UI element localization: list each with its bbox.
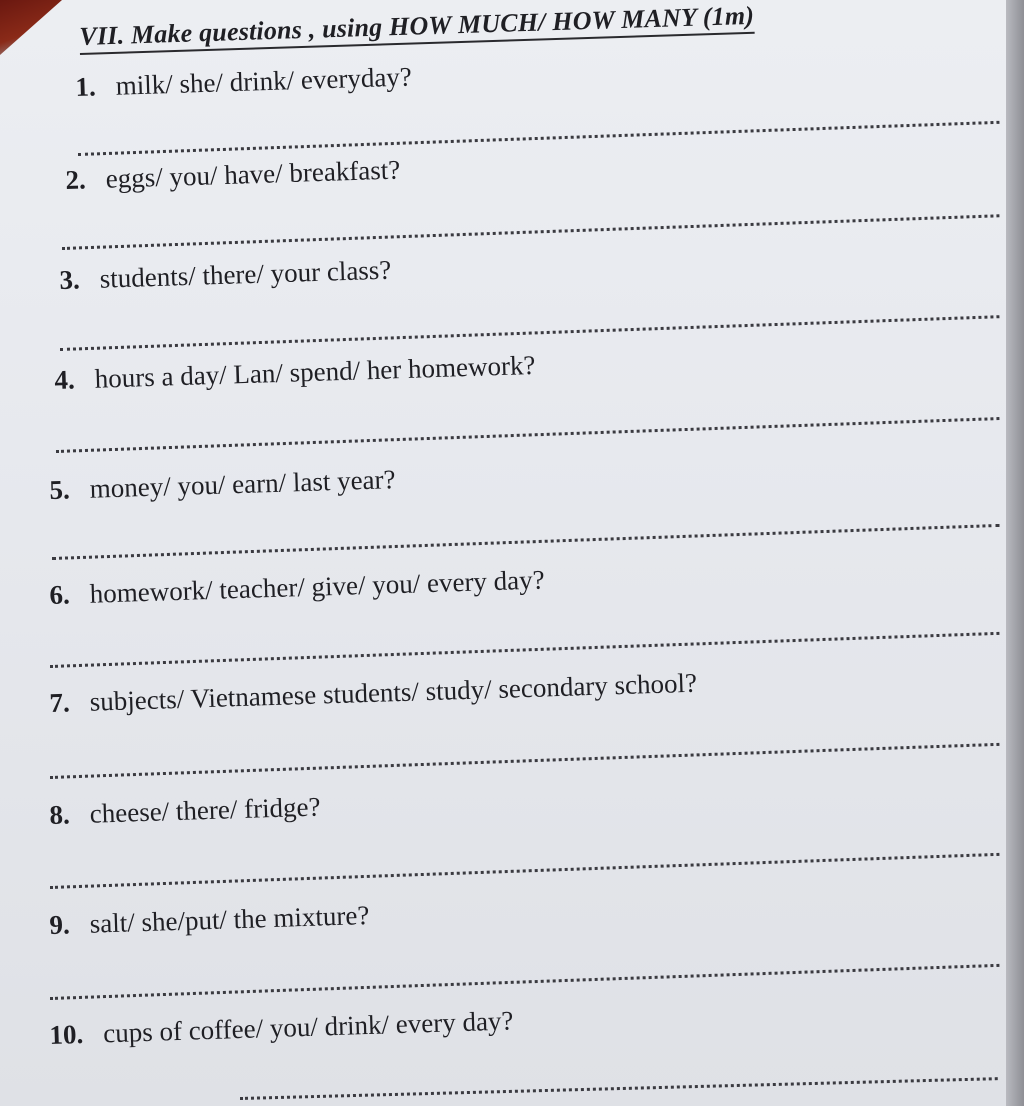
question-number: 1. <box>75 71 97 103</box>
answer-line[interactable] <box>50 964 1000 1000</box>
question-item <box>49 564 545 611</box>
section-heading: VII. Make questions , using HOW MUCH/ HOW MANY (1m) <box>79 1 755 55</box>
question-text: cups of coffee/ you/ drink/ every day? <box>102 1005 514 1049</box>
answer-line[interactable] <box>62 214 1000 250</box>
question-number: 10. <box>49 1018 84 1051</box>
question-item <box>49 791 321 831</box>
answer-line[interactable] <box>56 417 1000 453</box>
question-item <box>65 154 401 196</box>
question-text: eggs/ you/ have/ breakfast? <box>105 154 401 194</box>
question-text: homework/ teacher/ give/ you/ every day? <box>89 564 546 609</box>
question-number: 9. <box>49 909 71 941</box>
question-number: 3. <box>59 264 81 296</box>
question-text: salt/ she/put/ the mixture? <box>89 899 370 939</box>
question-item <box>59 255 392 296</box>
answer-line[interactable] <box>50 743 1000 779</box>
answer-line[interactable] <box>78 121 1000 156</box>
question-text: money/ you/ earn/ last year? <box>89 464 396 504</box>
question-text: students/ there/ your class? <box>99 254 392 294</box>
answer-line[interactable] <box>60 315 1000 351</box>
answer-line[interactable] <box>50 853 1000 889</box>
question-number: 7. <box>49 687 71 719</box>
paper-edge <box>1006 0 1024 1106</box>
question-item <box>49 1005 514 1051</box>
question-text: subjects/ Vietnamese students/ study/ secondary school? <box>89 667 698 717</box>
question-number: 5. <box>49 474 71 506</box>
question-item <box>49 900 370 941</box>
question-text: cheese/ there/ fridge? <box>89 791 321 829</box>
answer-line[interactable] <box>52 524 1000 560</box>
question-number: 2. <box>65 164 87 196</box>
question-item <box>49 668 697 719</box>
question-item <box>54 350 536 396</box>
question-text: hours a day/ Lan/ spend/ her homework? <box>94 349 536 394</box>
question-number: 8. <box>49 799 71 831</box>
question-text: milk/ she/ drink/ everyday? <box>115 61 413 101</box>
answer-line[interactable] <box>240 1077 998 1100</box>
question-number: 4. <box>54 364 76 396</box>
question-item <box>75 61 412 103</box>
question-item <box>49 464 396 506</box>
question-number: 6. <box>49 579 71 611</box>
answer-line[interactable] <box>50 632 1000 668</box>
